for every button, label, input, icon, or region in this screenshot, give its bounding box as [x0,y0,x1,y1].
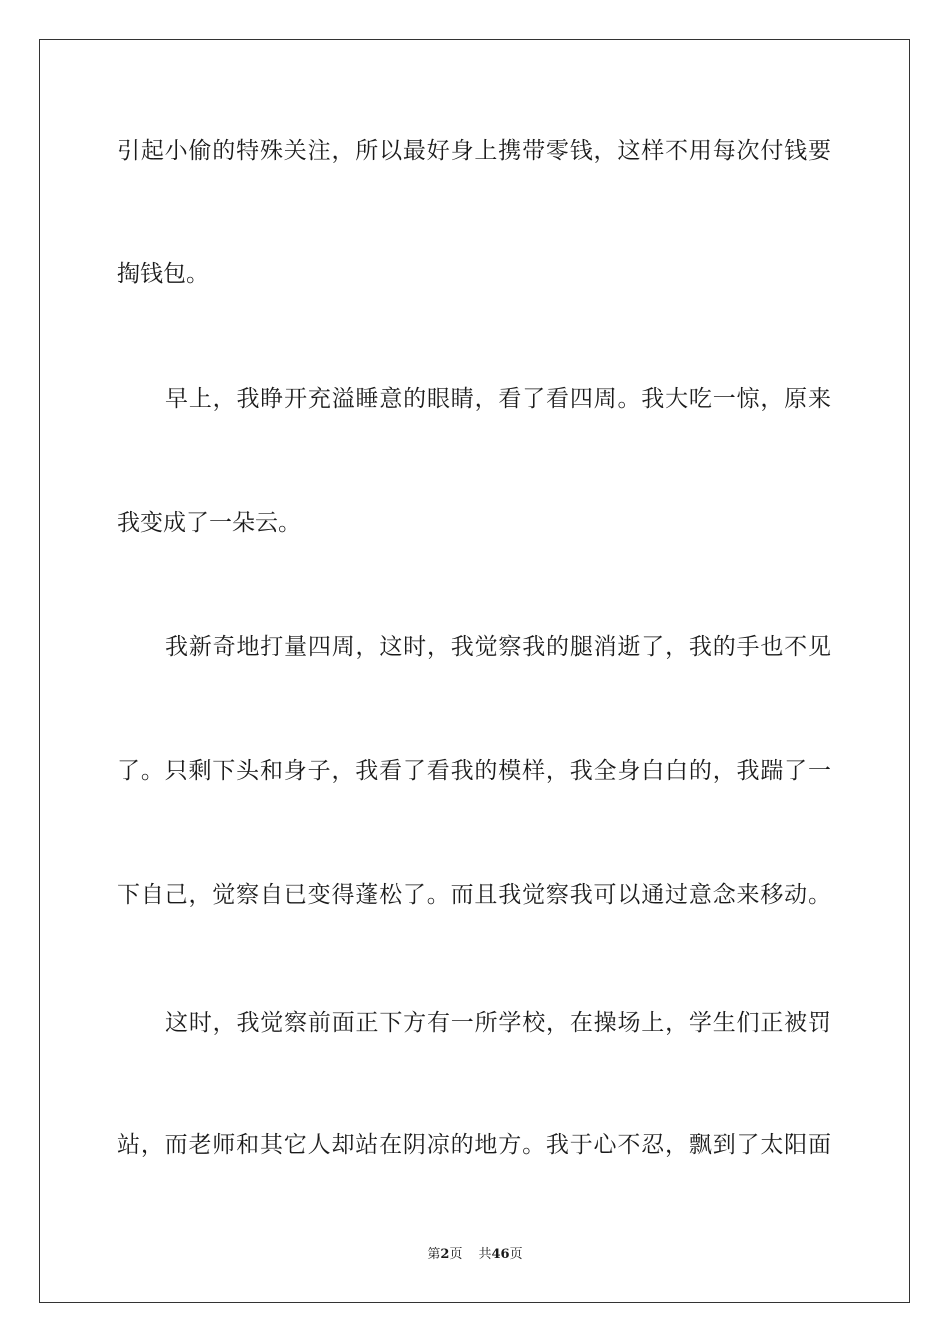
text-line-7: 下自己，觉察自已变得蓬松了。而且我觉察我可以通过意念来移动。 [117,882,831,908]
text-line-4: 我变成了一朵云。 [117,510,301,536]
page-frame [39,39,910,1303]
text-line-3: 早上，我睁开充溢睡意的眼睛，看了看四周。我大吃一惊，原来 [165,386,831,412]
text-line-1: 引起小偷的特殊关注，所以最好身上携带零钱，这样不用每次付钱要 [117,138,831,164]
footer-page-number: 2 [440,1247,450,1262]
footer-total-suffix: 页 [509,1247,523,1262]
page-footer [0,1246,950,1264]
footer-total-pages: 46 [491,1247,510,1262]
footer-total-prefix: 共 [478,1247,492,1262]
text-line-6: 了。只剩下头和身子，我看了看我的模样，我全身白白的，我踹了一 [117,758,831,784]
footer-page-prefix: 第 [427,1247,441,1262]
text-line-2: 掏钱包。 [117,261,209,287]
footer-page-suffix: 页 [449,1247,463,1262]
text-line-5: 我新奇地打量四周，这时，我觉察我的腿消逝了，我的手也不见 [165,634,831,660]
text-line-8: 这时，我觉察前面正下方有一所学校，在操场上，学生们正被罚 [165,1010,831,1036]
text-line-9: 站，而老师和其它人却站在阴凉的地方。我于心不忍，飘到了太阳面 [117,1132,831,1158]
